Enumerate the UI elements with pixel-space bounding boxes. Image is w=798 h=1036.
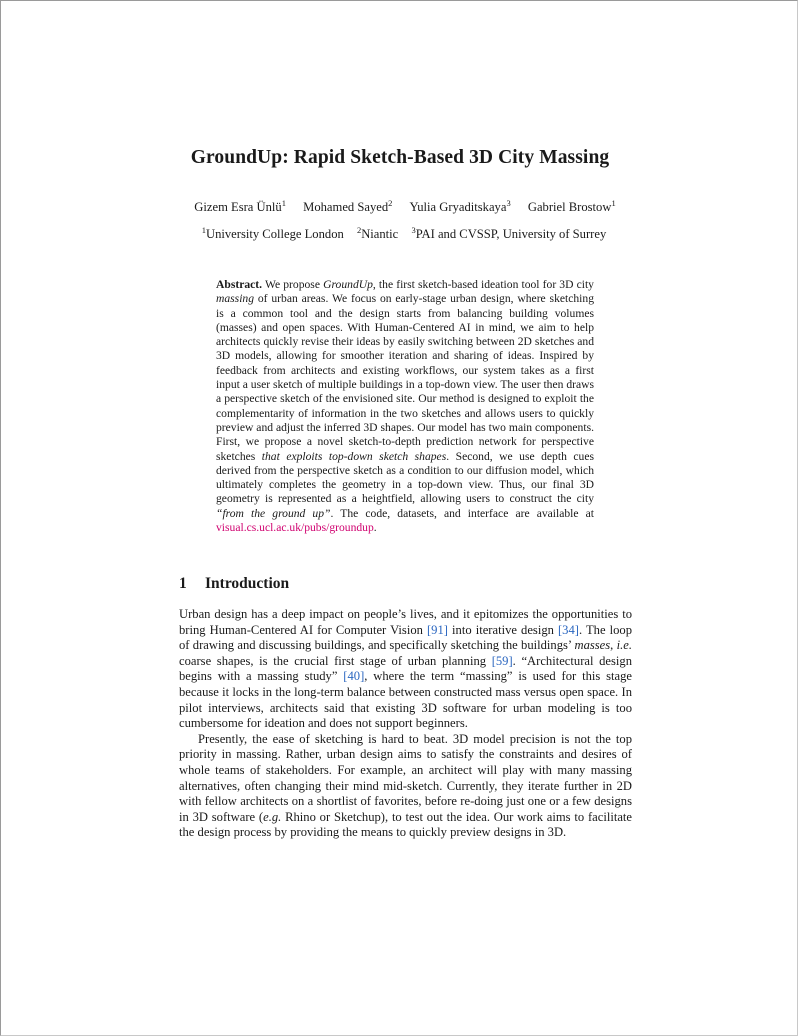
author-name: Mohamed Sayed <box>303 200 389 214</box>
abstract-label: Abstract. <box>216 278 263 291</box>
author-affiliation-mark: 1 <box>281 198 286 208</box>
body-text: Urban design has a deep impact on people’s lives, and it epitomizes the opportunities to bring Human-Centered AI for Computer Vision <box>179 607 632 637</box>
author-affiliation-mark: 3 <box>506 198 511 208</box>
citation-link[interactable]: [34] <box>557 622 579 637</box>
abstract-text: . The code, datasets, and interface are available at <box>330 506 594 520</box>
author <box>303 200 392 214</box>
affiliation-number: 3 <box>411 225 416 235</box>
affiliation <box>357 227 398 241</box>
author-name: Gizem Esra Ünlü <box>194 200 282 214</box>
author-affiliation-mark: 2 <box>388 198 393 208</box>
body-text: , where the term “massing” is used for this stage because it locks in the long-term balance between constructed mass versus open space. In pilot interviews, architects said that existing 3D software for urban modeling is too cumbersome for ideation and does not support beginners. <box>179 669 632 731</box>
abstract-emphasis: “from the ground up” <box>216 506 331 520</box>
author-name: Yulia Gryaditskaya <box>409 200 507 214</box>
author-affiliation-mark: 1 <box>611 198 616 208</box>
affiliation-number: 2 <box>356 225 362 235</box>
section-number: 1 <box>179 575 187 592</box>
abstract-text: of urban areas. We focus on early-stage urban design, where sketching is a common tool and the design starts from balancing building volumes (masses) and open spaces. With Human-Centered AI in mind, we aim to help architects quickly revise their ideas by easily switching between 2D sketches and 3D models, allowing for smoother iteration and sharing of ideas. Inspired by feedback from architects and existing workflows, our system takes as a first input a user sketch of multiple buildings in a top-down view. The user then draws a perspective sketch of the envisioned site. Our method is designed to exploit the complementarity of information in the two sketches and allows users to quickly preview and adjust the inferred 3D shapes. Our model has two main components. First, we propose a novel sketch-to-depth prediction network for perspective sketches <box>216 292 595 463</box>
citation-link[interactable]: [59] <box>491 653 513 668</box>
abstract-text: . Second, we use depth cues derived from the perspective sketch as a condition to our diffusion model, which ultimately completes the geometry in a top-down view. Thus, our final 3D geometry is represented as a heightfield, allowing users to construct the city <box>216 449 594 506</box>
author-name: Gabriel Brostow <box>527 200 612 214</box>
body-text: . The loop of drawing and discussing buildings, and specifically sketching the buildings’ <box>179 622 632 653</box>
affiliation-name: Niantic <box>361 227 399 241</box>
body-emphasis: i.e. <box>616 638 632 653</box>
body-text: . “Architectural design begins with a massing study” <box>179 653 632 684</box>
body-text: , <box>610 638 617 653</box>
paragraph <box>179 607 632 732</box>
abstract-emphasis: massing <box>216 292 255 306</box>
body-text: into iterative design <box>447 622 558 637</box>
paragraph <box>179 732 632 841</box>
affiliation <box>411 227 606 241</box>
affiliation-name: PAI and CVSSP, University of Surrey <box>415 227 607 241</box>
body-emphasis: e.g. <box>263 809 282 824</box>
body-text: coarse shapes, is the crucial first stage of urban planning <box>179 653 492 668</box>
author <box>528 200 616 214</box>
abstract-emphasis: that exploits top-down sketch shapes <box>261 449 447 463</box>
citation-link[interactable]: [91] <box>426 622 448 637</box>
author <box>194 200 286 214</box>
author <box>410 200 511 214</box>
citation-link[interactable]: [40] <box>343 669 365 684</box>
abstract-text: , the first sketch-based ideation tool for 3D city <box>372 278 594 291</box>
abstract-emphasis: GroundUp <box>323 278 373 291</box>
abstract-text: We propose <box>264 278 324 291</box>
project-link[interactable]: visual.cs.ucl.ac.uk/pubs/groundup <box>216 521 374 535</box>
body-text: Presently, the ease of sketching is hard to beat. 3D model precision is not the top priority in massing. Rather, urban design aims to satisfy the constraints and desires of whole teams of stakeholders. For example, an architect will play with many massing alternatives, often changing their mind mid-sketch. Currently, they iterate further in 2D with fellow architects on a shortlist of favorites, before re-doing just one or a few designs in 3D software ( <box>179 731 632 824</box>
author-list <box>1 200 798 215</box>
paper-title: GroundUp: Rapid Sketch-Based 3D City Massing <box>190 147 610 168</box>
section-body <box>179 607 632 841</box>
affiliation-number: 1 <box>201 225 206 235</box>
section-title: Introduction <box>205 575 290 592</box>
body-text: Rhino or Sketchup), to test out the idea. Our work aims to facilitate the design process by providing the means to quickly preview designs in 3D. <box>179 809 633 840</box>
body-emphasis: masses <box>574 638 611 653</box>
section-heading <box>179 575 289 593</box>
abstract <box>216 278 594 535</box>
affiliation <box>202 227 344 241</box>
affiliation-list <box>1 227 798 242</box>
affiliation-name: University College London <box>205 227 344 241</box>
abstract-text: . <box>373 521 377 535</box>
